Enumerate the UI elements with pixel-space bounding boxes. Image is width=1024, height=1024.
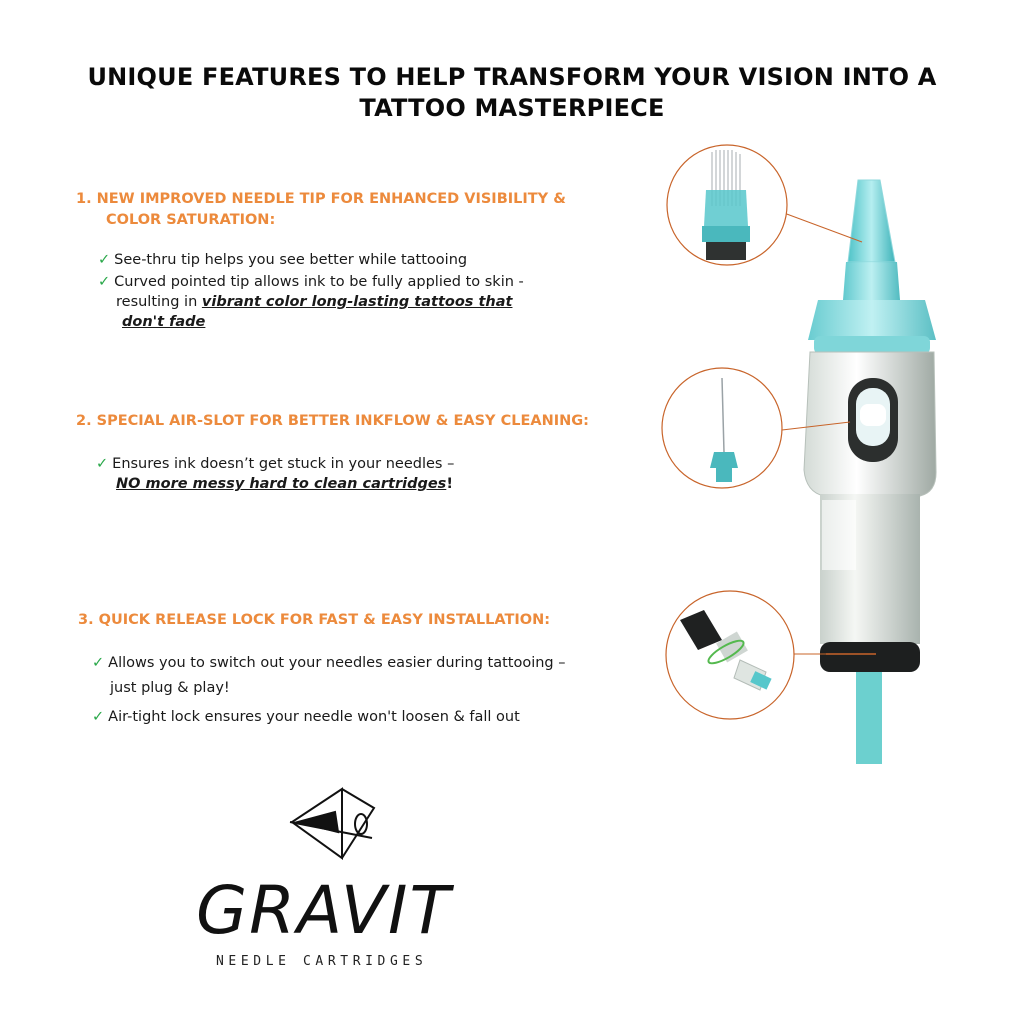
feature-3-heading: 3. QUICK RELEASE LOCK FOR FAST & EASY INSTALLATION:	[78, 612, 551, 628]
title-line-2: TATTOO MASTERPIECE	[359, 94, 665, 122]
feature-1-continuation-prefix: resulting in	[116, 294, 202, 310]
check-icon: ✓	[98, 274, 111, 290]
feature-1-emphasis-2: don't fade	[122, 314, 206, 330]
feature-3-bullet-2-text: Air-tight lock ensures your needle won't loosen & fall out	[108, 709, 520, 725]
feature-1-heading-line-1: 1. NEW IMPROVED NEEDLE TIP FOR ENHANCED VISIBILITY &	[76, 191, 566, 207]
check-icon: ✓	[92, 709, 105, 725]
check-icon: ✓	[96, 456, 109, 472]
feature-3-bullet-1-text: Allows you to switch out your needles easier during tattooing –	[108, 655, 566, 671]
feature-1-bullet-1-text: See-thru tip helps you see better while tattooing	[114, 252, 468, 268]
title-line-1: UNIQUE FEATURES TO HELP TRANSFORM YOUR VISION INTO A	[87, 63, 937, 91]
check-icon: ✓	[98, 252, 111, 268]
feature-3-bullet-1-continuation: just plug & play!	[110, 680, 230, 696]
feature-1-heading-line-2: COLOR SATURATION:	[106, 212, 276, 228]
feature-2-emphasis-suffix: !	[446, 476, 453, 492]
feature-1-bullet-2-text: Curved pointed tip allows ink to be fully applied to skin -	[114, 274, 524, 290]
feature-1-emphasis-1: vibrant color long-lasting tattoos that	[201, 294, 513, 310]
feature-2-bullet-1-text: Ensures ink doesn’t get stuck in your needles –	[112, 456, 455, 472]
check-icon: ✓	[92, 655, 105, 671]
brand-tagline: NEEDLE CARTRIDGES	[216, 954, 428, 969]
brand-name: GRAVIT	[196, 872, 452, 949]
feature-2-emphasis: NO more messy hard to clean cartridges	[116, 476, 447, 492]
feature-2-heading: 2. SPECIAL AIR-SLOT FOR BETTER INKFLOW & EASY CLEANING:	[76, 413, 589, 429]
